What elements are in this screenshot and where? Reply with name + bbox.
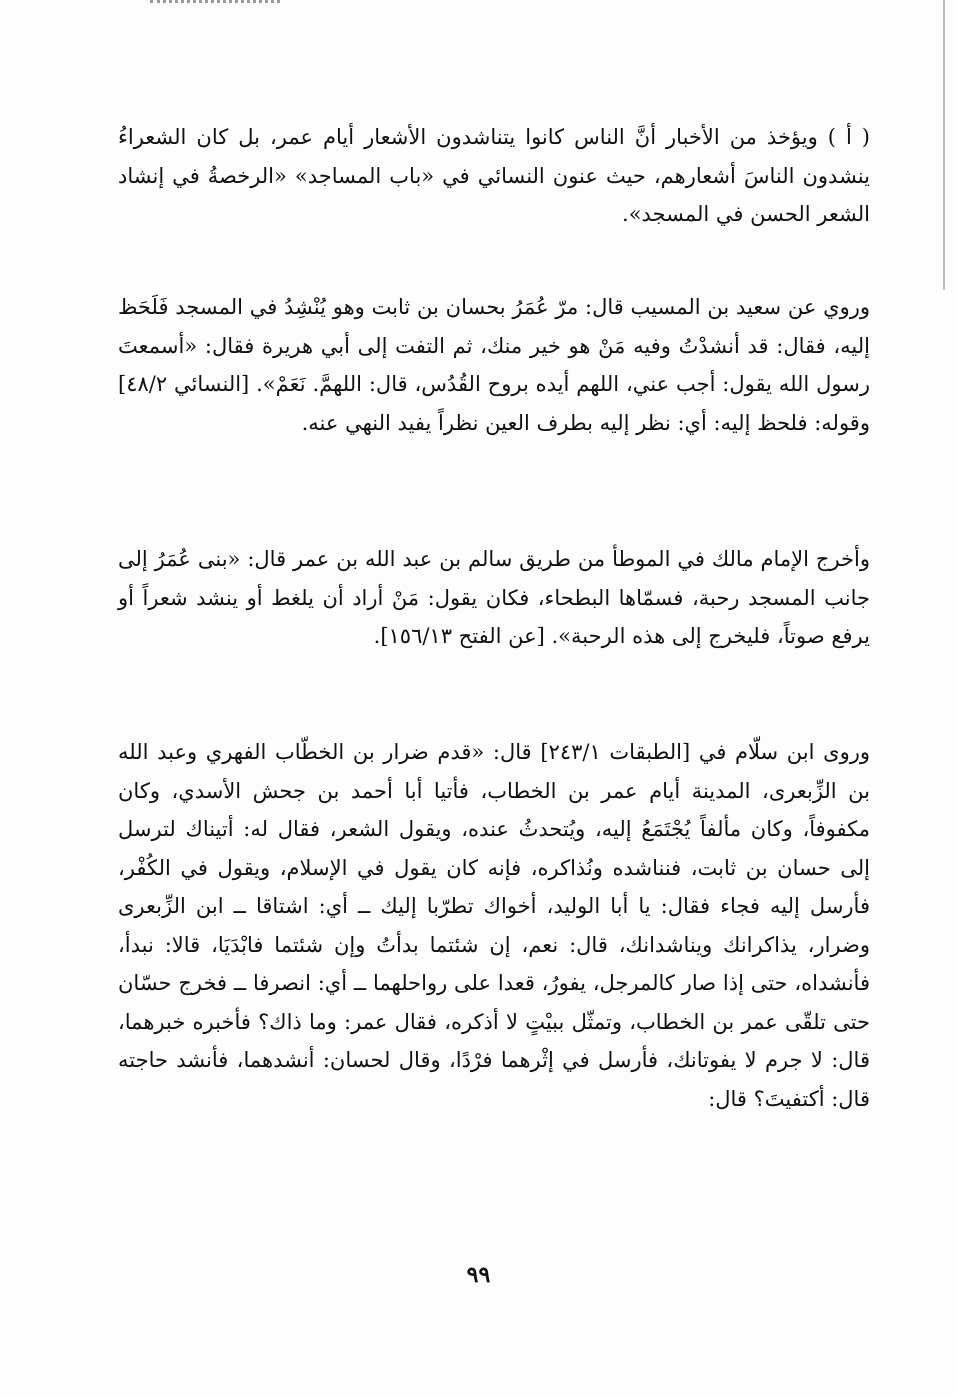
paragraph-narration-poets [118, 118, 870, 234]
paragraph-malik-muwatta [118, 540, 870, 656]
paragraph-text: وأخرج الإمام مالك في الموطأ من طريق سالم بن عبد الله بن عمر قال: «بنى عُمَرُ إلى جانب المسجد رحبة، فسمّاها البطحاء، فكان يقول: مَنْ أراد أن يلغط أو ينشد شعراً أو يرفع صوتاً، فليخرج إلى هذه الرحبة». [عن الفتح ١٥٦/١٣]. [118, 547, 870, 648]
page-number: ٩٩ [466, 1262, 491, 1288]
paragraph-text: وروي عن سعيد بن المسيب قال: مرّ عُمَرُ بحسان بن ثابت وهو يُنْشِدُ في المسجد فَلَحَظ إليه، فقال: قد أنشدْتُ وفيه مَنْ هو خير منك، ثم التفت إلى أبي هريرة فقال: «أسمعتَ رسول الله يقول: أجب عني، اللهم أيده بروح القُدُس، قال: اللهمَّ. نَعَمْ». [النسائي ٤٨/٢] وقوله: فلحظ إليه: أي: نظر إليه بطرف العين نظراً يفيد النهي عنه. [118, 295, 870, 435]
paragraph-ibn-sallam [118, 733, 870, 1118]
page-edge-rule [943, 0, 945, 290]
paragraph-said-ibn-musayyib [118, 288, 870, 442]
paragraph-text: ( أ ) ويؤخذ من الأخبار أنَّ الناس كانوا يتناشدون الأشعار أيام عمر، بل كان الشعراءُ ينشدون الناسَ أشعارهم، حيث عنون النسائي في «باب المساجد» «الرخصةُ في إنشاد الشعر الحسن في المسجد». [118, 125, 870, 226]
paragraph-text: وروى ابن سلّام في [الطبقات ٢٤٣/١] قال: «قدم ضرار بن الخطّاب الفهري وعبد الله بن الزِّبعرى، المدينة أيام عمر بن الخطاب، فأتيا أبا أحمد بن جحش الأسدي، وكان مكفوفاً، وكان مألفاً يُجْتَمَعُ إليه، ويُتحدثُ عنده، ويقول الشعر، فقال له: أتيناك لترسل إلى حسان بن ثابت، فنناشده ونُذاكره، فإنه كان يقول في الإسلام، ويقول في الكُفْر، فأرسل إليه فجاء فقال: يا أبا الوليد، أخواك تطرّبا إليك ــ أي: اشتاقا ــ ابن الزِّبعرى وضرار، يذاكرانك ويناشدانك، قال: نعم، إن شئتما بدأتُ وإن شئتما فابْدَيَا، قالا: نبدأ، فأنشداه، حتى إذا صار كالمرجل، يفورُ، قعدا على رواحلهما ــ أي: انصرفا ــ فخرج حسّان حتى تلقّى عمر بن الخطاب، وتمثّل ببيْتٍ لا أذكره، فقال عمر: وما ذاك؟ فأخبره خبرهما، قال: لا جرم لا يفوتانك، فأرسل في إثْرهما فرْدًا، وقال لحسان: أنشدهما، فأنشد حاجته قال: أكتفيتَ؟ قال: [118, 740, 870, 1111]
top-edge-mark [150, 0, 280, 3]
